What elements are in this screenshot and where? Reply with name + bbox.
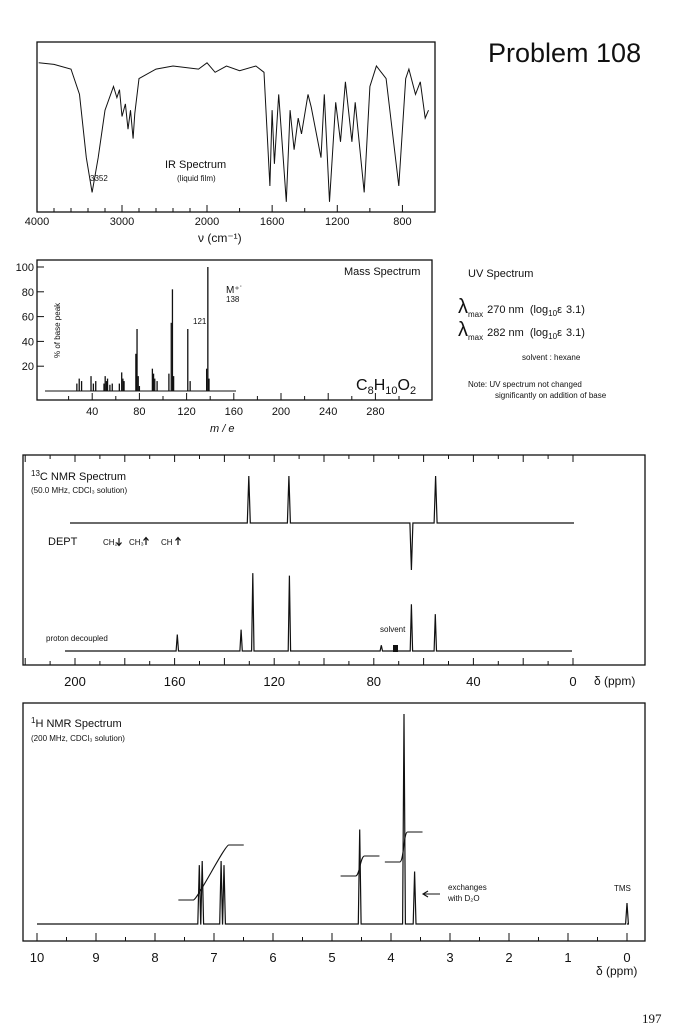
ms-molecular-ion-label: M⁺˙ — [226, 285, 243, 296]
h1-x-tick-label: 4 — [387, 950, 395, 965]
ms-y-tick-label: 80 — [21, 286, 34, 299]
h1-exchange-note-line-1: exchanges — [448, 883, 487, 892]
ms-molecular-ion-mass: 138 — [226, 295, 240, 304]
h1-subtitle: (200 MHz, CDCl₃ solution) — [31, 734, 125, 743]
h1-integral-trace — [178, 845, 243, 900]
ms-x-tick-label: 160 — [224, 406, 243, 418]
h1-nmr-chart — [23, 703, 645, 978]
ir-spectrum-chart — [25, 42, 435, 245]
ms-y-tick-label: 20 — [21, 361, 34, 374]
uv-title: UV Spectrum — [468, 268, 534, 280]
h1-x-tick-label: 3 — [446, 950, 454, 965]
ms-title: Mass Spectrum — [344, 266, 421, 278]
c13-subtitle: (50.0 MHz, CDCl₃ solution) — [31, 486, 128, 495]
c13-x-axis-label: δ (ppm) — [594, 674, 636, 688]
uv-spectrum-panel — [458, 268, 607, 400]
ms-x-tick-label: 200 — [271, 406, 291, 418]
c13-top-ticks — [25, 455, 573, 462]
c13-nmr-chart — [23, 455, 645, 689]
ir-x-tick-label: 1600 — [259, 216, 285, 228]
ir-frame — [37, 42, 435, 212]
ir-subtitle: (liquid film) — [177, 174, 216, 183]
c13-x-tick-label: 200 — [64, 674, 86, 689]
uv-line-2: $\lambda_{max}$ 282 nm ($\log_{10}\varepsilon$ 3.1) — [458, 319, 585, 342]
c13-dept-trace — [70, 476, 574, 570]
uv-note-line-2: significantly on addition of base — [495, 391, 607, 400]
c13-x-tick-label: 160 — [163, 674, 186, 689]
h1-tms-label: TMS — [614, 884, 631, 893]
ms-peaks — [77, 267, 209, 391]
ms-y-tick-label: 60 — [21, 311, 34, 324]
ir-x-tick-label: 2000 — [194, 216, 220, 228]
h1-x-tick-label: 7 — [210, 950, 218, 965]
ms-molecular-formula: $C_8H_{10}O_2$ — [356, 377, 417, 397]
c13-title: $^{13}$C NMR Spectrum — [31, 469, 127, 483]
ms-y-tick-label: 100 — [15, 262, 34, 274]
ir-x-axis — [25, 205, 412, 228]
proton-decoupled-label: proton decoupled — [46, 634, 108, 643]
c13-x-tick-label: 40 — [466, 674, 481, 689]
dept-label: DEPT — [48, 536, 78, 548]
ms-x-tick-label: 40 — [86, 406, 99, 418]
c13-solvent-peak — [393, 645, 398, 652]
h1-x-axis-label: δ (ppm) — [596, 964, 638, 978]
h1-x-axis — [30, 933, 631, 965]
c13-decoupled-trace — [65, 573, 572, 651]
ir-annotation-3352: 3352 — [90, 174, 108, 183]
ms-x-tick-label: 80 — [133, 406, 146, 418]
ms-x-tick-label: 240 — [319, 406, 338, 418]
uv-line-1: $\lambda_{max}$ 270 nm ($\log_{10}\varepsilon$ 3.1) — [458, 296, 585, 319]
ms-x-axis-label: m / e — [210, 423, 235, 435]
ms-peak-121-label: 121 — [193, 317, 207, 326]
h1-x-tick-label: 10 — [29, 950, 45, 965]
c13-x-axis — [25, 658, 576, 689]
h1-x-tick-label: 5 — [328, 950, 336, 965]
uv-solvent: solvent : hexane — [522, 353, 581, 362]
c13-x-tick-label: 0 — [569, 674, 577, 689]
ir-x-axis-label: ν (cm⁻¹) — [198, 231, 242, 245]
page-title: Problem 108 — [488, 38, 642, 68]
dept-ch-up-arrow-icon — [176, 538, 181, 546]
ms-y-axis-label: % of base peak — [53, 302, 62, 358]
h1-x-tick-label: 9 — [92, 950, 100, 965]
ms-x-tick-label: 120 — [177, 406, 196, 418]
dept-ch2-label: CH₂ — [103, 538, 118, 547]
dept-ch3-up-arrow-icon — [144, 538, 149, 546]
mass-spectrum-chart — [16, 260, 432, 435]
uv-note-line-1: Note: UV spectrum not changed — [468, 380, 582, 389]
ir-x-tick-label: 800 — [393, 216, 412, 228]
dept-ch-label: CH — [161, 538, 173, 547]
solvent-label: solvent — [380, 625, 406, 634]
ms-x-axis — [69, 393, 399, 418]
ms-y-tick-label: 40 — [21, 336, 34, 349]
h1-x-tick-label: 0 — [623, 950, 631, 965]
c13-x-tick-label: 120 — [263, 674, 286, 689]
ir-x-tick-label: 4000 — [24, 216, 50, 228]
ir-x-tick-label: 1200 — [325, 216, 350, 228]
page-number: 197 — [642, 1011, 662, 1026]
ir-title: IR Spectrum — [165, 159, 227, 171]
h1-exchange-note-line-2: with D₂O — [448, 894, 480, 903]
ms-x-tick-label: 280 — [366, 406, 385, 418]
ms-y-axis — [16, 262, 44, 373]
h1-exchange-arrow-icon — [423, 891, 440, 897]
h1-x-tick-label: 6 — [269, 950, 277, 965]
h1-x-tick-label: 2 — [505, 950, 513, 965]
c13-x-tick-label: 80 — [366, 674, 382, 689]
h1-x-tick-label: 8 — [151, 950, 159, 965]
dept-ch3-label: CH₃ — [129, 538, 144, 547]
h1-integral-traces — [178, 832, 422, 900]
ir-x-tick-label: 3000 — [109, 216, 135, 228]
h1-title: $^1$H NMR Spectrum — [31, 716, 122, 730]
h1-x-tick-label: 1 — [564, 950, 572, 965]
h1-spectrum-trace — [37, 714, 628, 924]
